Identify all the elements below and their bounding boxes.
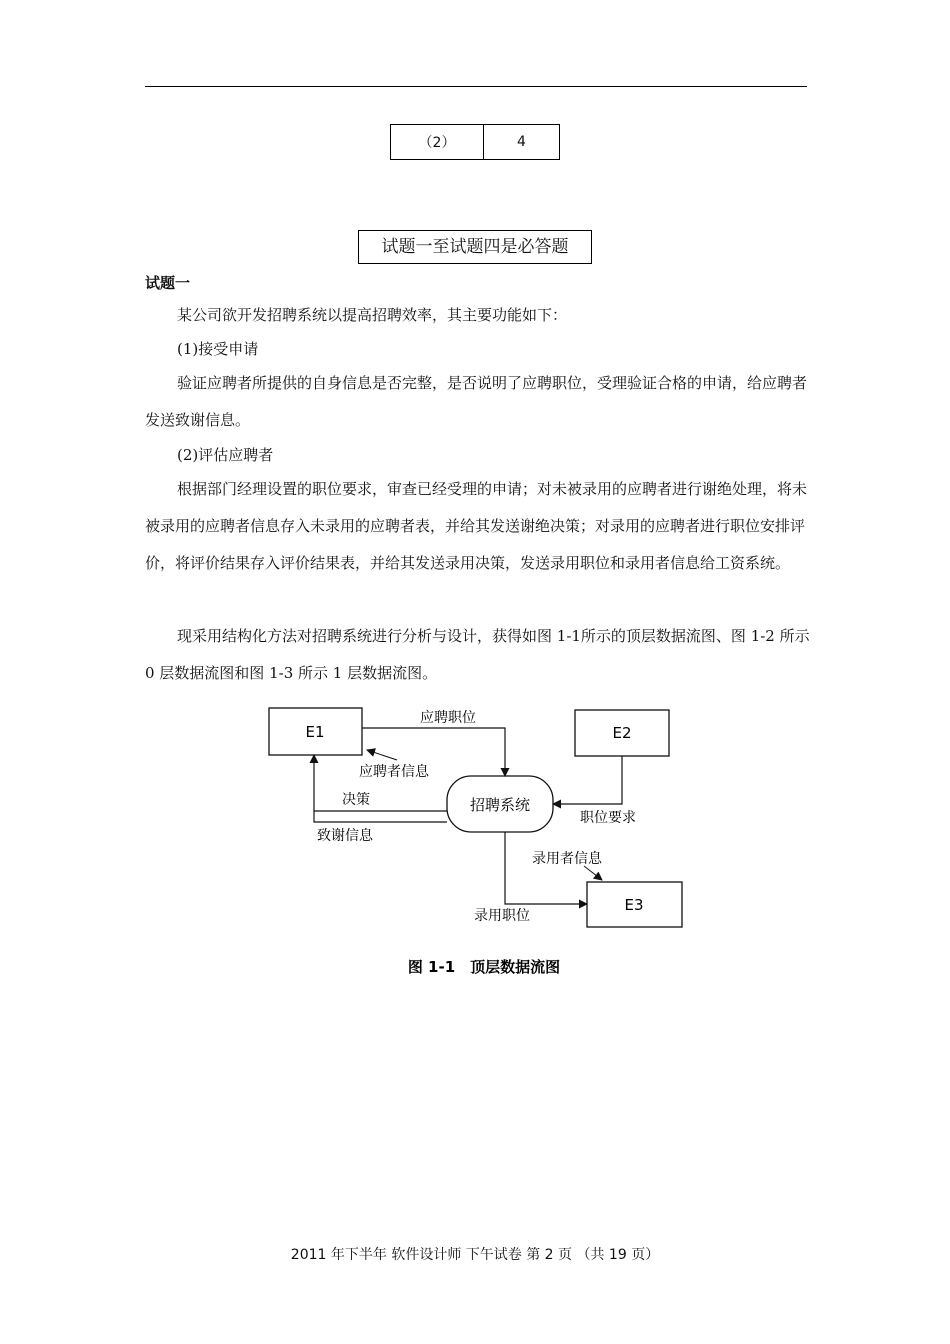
entity-e2-label: E2 xyxy=(612,724,632,742)
entity-e1-label: E1 xyxy=(305,723,325,741)
table-row xyxy=(391,125,560,160)
score-item-cell: （2） xyxy=(391,125,484,160)
flow-thanks-label: 致谢信息 xyxy=(317,828,373,844)
question-heading: 试题一 xyxy=(145,274,191,292)
entity-e2 xyxy=(575,710,669,756)
function-1-body: 验证应聘者所提供的自身信息是否完整，是否说明了应聘职位，受理验证合格的申请，给应聘者发送致谢信息。 xyxy=(145,374,808,429)
function-2-body: 根据部门经理设置的职位要求，审查已经受理的申请；对未被录用的应聘者进行谢绝处理，将未被录用的应聘者信息存入未录用的应聘者表，并给其发送谢绝决策；对录用的应聘者进行职位安排评价，将评价结果存入评价结果表，并给其发送录用决策，发送录用职位和录用者信息给工资系统。 xyxy=(145,480,808,572)
flow-requirement-label: 职位要求 xyxy=(580,810,636,826)
flow-hired-info-label: 录用者信息 xyxy=(532,851,602,867)
flow-decision-label: 决策 xyxy=(342,792,370,808)
flow-hired-info-pointer xyxy=(584,866,602,880)
flow-applicant-pointer xyxy=(367,750,397,760)
entity-e3-label: E3 xyxy=(624,896,644,914)
process-label: 招聘系统 xyxy=(469,796,531,814)
figure-caption: 图 1-1 顶层数据流图 xyxy=(407,958,561,976)
flow-position-label: 应聘职位 xyxy=(420,710,476,726)
header-rule xyxy=(145,86,807,87)
flow-requirement-arrow xyxy=(553,756,622,804)
function-1-title: (1)接受申请 xyxy=(177,340,259,358)
entity-e3 xyxy=(587,882,682,927)
entity-e1 xyxy=(269,708,362,755)
page-footer: 2011 年下半年 软件设计师 下午试卷 第 2 页 （共 19 页） xyxy=(290,1247,660,1263)
score-value-cell: 4 xyxy=(484,125,560,160)
process-recruitment-system xyxy=(447,776,553,832)
function-2-title: (2)评估应聘者 xyxy=(177,446,274,464)
method-paragraph: 现采用结构化方法对招聘系统进行分析与设计，获得如图 1-1所示的顶层数据流图、图 1-2 所示 0 层数据流图和图 1-3 所示 1 层数据流图。 xyxy=(145,627,810,682)
flow-hired-position-label: 录用职位 xyxy=(474,908,530,924)
flow-hired-position-arrow xyxy=(505,832,587,904)
section-title: 试题一至试题四是必答题 xyxy=(358,230,592,264)
intro-paragraph: 某公司欲开发招聘系统以提高招聘效率，其主要功能如下： xyxy=(177,306,568,324)
top-level-dfd-diagram xyxy=(262,700,692,990)
flow-applicant-label: 应聘者信息 xyxy=(359,764,429,780)
score-table xyxy=(390,124,560,160)
